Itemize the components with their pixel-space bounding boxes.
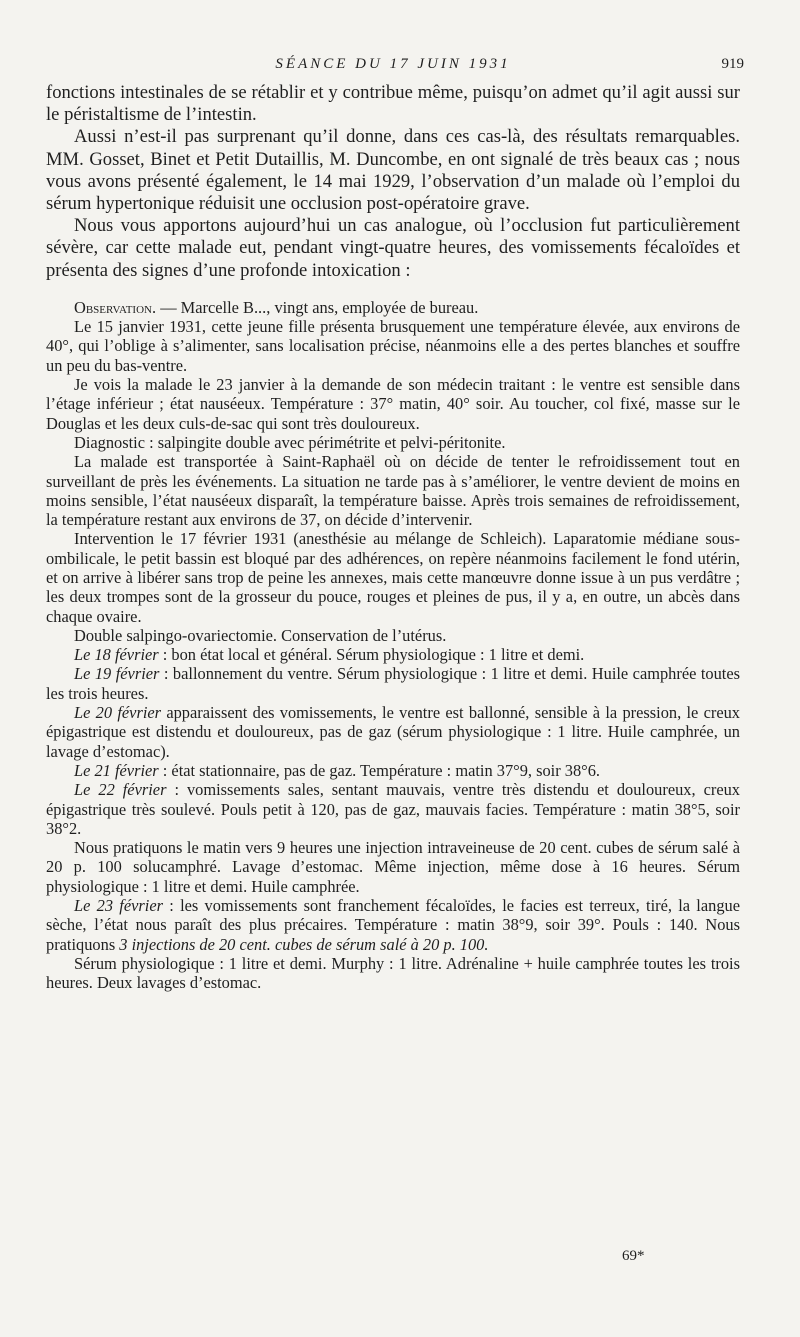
dated-entry [46,645,740,664]
observation-paragraph: Nous pratiquons le matin vers 9 heures une injection intraveineuse de 20 cent. cubes de sérum salé à 20 p. 100 solucamphré. Lavage d’estomac. Même injection, même dose à 16 heures. Sérum physiologique : 1 litre et demi. Huile camphrée. [46,838,740,896]
entry-text: : les vomissements sont franchement fécaloïdes, le facies est terreux, tiré, la langue sèche, l’état nous paraît des plus précaires. Température : matin 38°9, soir 39°. Pouls : 140. Nous pratiquons [46,896,740,954]
document-page [46,0,744,993]
body-paragraph: Nous vous apportons aujourd’hui un cas analogue, où l’occlusion fut particulièrement sévère, car cette malade eut, pendant vingt-quatre heures, des vomissements fécaloïdes et présenta des signes d’une profonde intoxication : [46,215,740,281]
dated-entry [46,780,740,838]
body-text [46,82,740,282]
entry-emphasis: 3 injections de 20 cent. cubes de sérum salé à 20 p. 100. [119,934,489,954]
dated-entry [46,761,740,780]
entry-text: : vomissements sales, sentant mauvais, ventre très distendu et douloureux, creux épigastrique très soulevé. Pouls petit à 120, pas de gaz, mauvais facies. Température : matin 38°5, soir 38°2. [46,780,740,838]
observation-heading [46,298,740,317]
entry-text: apparaissent des vomissements, le ventre est ballonné, sensible à la pression, le creux épigastrique est distendu et douloureux, pas de gaz (sérum physiologique : 1 litre. Huile camphrée, un lavage d’estomac). [46,703,740,761]
observation-paragraph: Le 15 janvier 1931, cette jeune fille présenta brusquement une température élevée, aux environs de 40°, qui l’oblige à s’alimenter, sans localisation précise, néanmoins elle a des pertes blanches et souffre un peu du bas-ventre. [46,317,740,375]
body-paragraph: Aussi n’est-il pas surprenant qu’il donne, dans ces cas-là, des résultats remarquables. MM. Gosset, Binet et Petit Dutaillis, M. Duncombe, en ont signalé de très beaux cas ; nous vous avons présenté également, le 14 mai 1929, l’observation d’un malade où l’emploi du sérum hypertonique réduisit une occlusion post-opératoire grave. [46,126,740,215]
observation-paragraph: Double salpingo-ovariectomie. Conservation de l’utérus. [74,625,447,645]
page-header [46,0,744,82]
entry-date: Le 19 février [74,664,160,684]
observation-paragraph: La malade est transportée à Saint-Raphaël où on décide de tenter le refroidissement tout en surveillant de près les événements. La situation ne tarde pas à s’améliorer, le ventre devient de moins en moins sensible, l’état nauséeux disparaît, la température baisse. Après trois semaines de refroidissement, la température restant aux environs de 37, on décide d’intervenir. [46,452,740,530]
entry-text: : ballonnement du ventre. Sérum physiologique : 1 litre et demi. Huile camphrée toutes les trois heures. [46,664,740,703]
entry-date: Le 21 février [74,760,159,780]
observation-paragraph: Diagnostic : salpingite double avec périmétrite et pelvi-péritonite. [74,432,506,452]
observation-label: Observation. [74,297,157,317]
entry-text: : état stationnaire, pas de gaz. Température : matin 37°9, soir 38°6. [158,760,601,780]
entry-date: Le 20 février [74,703,162,723]
dated-entry [46,664,740,703]
dated-entry [46,703,740,761]
signature-mark: 69* [622,1248,645,1264]
page-number: 919 [721,56,744,72]
observation-paragraph: Je vois la malade le 23 janvier à la demande de son médecin traitant : le ventre est sensible dans l’étage inférieur ; état nauséeux. Température : 37° matin, 40° soir. Au toucher, col fixé, masse sur le Douglas et les deux culs-de-sac qui sont très douloureux. [46,375,740,433]
observation-section [46,298,740,993]
observation-paragraph: Intervention le 17 février 1931 (anesthésie au mélange de Schleich). Laparatomie médiane sous-ombilicale, le petit bassin est bloqué par des adhérences, on repère néanmoins facilement le fond utérin, et on arrive à libérer sans trop de peine les annexes, mais cette manœuvre donne issue à un pus verdâtre ; les deux trompes sont de la grosseur du pouce, rouges et pleines de pus, il y a, en outre, un abcès dans chaque ovaire. [46,529,740,626]
entry-text: : bon état local et général. Sérum physiologique : 1 litre et demi. [158,645,585,665]
observation-intro: — Marcelle B..., vingt ans, employée de bureau. [156,297,479,317]
observation-paragraph: Sérum physiologique : 1 litre et demi. Murphy : 1 litre. Adrénaline + huile camphrée toutes les trois heures. Deux lavages d’estomac. [46,953,740,993]
entry-date: Le 22 février [74,780,167,800]
entry-date: Le 18 février [74,645,159,665]
entry-date: Le 23 février [74,896,163,916]
dated-entry [46,896,740,954]
body-paragraph: fonctions intestinales de se rétablir et y contribue même, puisqu’on admet qu’il agit aussi sur le péristaltisme de l’intestin. [46,82,740,126]
running-head: SÉANCE DU 17 JUIN 1931 [275,56,511,72]
